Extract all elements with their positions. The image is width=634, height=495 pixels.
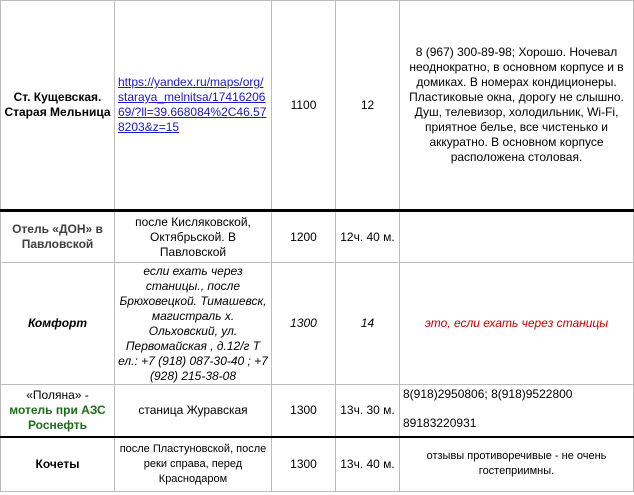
price-value: 1200 <box>290 229 317 244</box>
price-value: 1100 <box>290 97 317 112</box>
price-cell[interactable] <box>272 263 336 385</box>
hotel-name-cell[interactable] <box>1 437 115 492</box>
hotel-name-cell[interactable] <box>1 1 115 211</box>
location-text: после Кисляковской, Октябрьской. В Павловской <box>135 214 251 259</box>
time-cell[interactable] <box>336 263 400 385</box>
time-value: 13ч. 30 м. <box>340 402 395 417</box>
phone-line-1: 8(918)2950806; 8(918)9522800 <box>403 387 573 401</box>
hotel-name-line2: мотель при АЗС Роснефть <box>9 402 106 432</box>
location-text: станица Журавская <box>138 402 248 417</box>
location-cell[interactable] <box>115 211 272 263</box>
hotel-name-cell[interactable] <box>1 385 115 437</box>
price-value: 1300 <box>290 456 317 471</box>
hotel-name: Комфорт <box>27 316 88 330</box>
map-link-cell[interactable] <box>115 1 272 211</box>
note-cell[interactable] <box>400 211 634 263</box>
table-row <box>1 437 634 492</box>
location-cell[interactable] <box>115 437 272 492</box>
location-cell[interactable] <box>115 385 272 437</box>
table-row <box>1 1 634 211</box>
time-cell[interactable] <box>336 211 400 263</box>
time-value: 13ч. 40 м. <box>340 456 395 471</box>
note-cell[interactable] <box>400 437 634 492</box>
price-cell[interactable] <box>272 385 336 437</box>
price-value: 1300 <box>290 316 317 330</box>
location-text: если ехать через станицы., после Брюховецкой. Тимашевск, магистраль х. Ольховский, ул. Первомайская , д.12/г Т ел.: +7 (918) 087-30-40 ; +7 (928) 215-38-08 <box>118 263 268 383</box>
price-cell[interactable] <box>272 211 336 263</box>
time-cell[interactable] <box>336 385 400 437</box>
hotel-name-cell[interactable] <box>1 211 115 263</box>
time-value: 12ч. 40 м. <box>340 229 395 244</box>
hotel-name-line1: «Поляна» - <box>26 387 89 402</box>
hotel-name: Кочеты <box>35 456 80 471</box>
hotel-name-cell[interactable] <box>1 263 115 385</box>
time-value: 12 <box>360 97 375 112</box>
note-cell[interactable] <box>400 263 634 385</box>
table-row <box>1 211 634 263</box>
note-cell[interactable] <box>400 1 634 211</box>
table-row <box>1 385 634 437</box>
time-cell[interactable] <box>336 1 400 211</box>
table-row <box>1 263 634 385</box>
note-text: это, если ехать через станицы <box>424 316 609 330</box>
time-cell[interactable] <box>336 437 400 492</box>
hotel-name: Ст. Кущевская. Старая Мельница <box>4 90 111 119</box>
map-link[interactable]: https://yandex.ru/maps/org/staraya_melnitsa/1741620669/?ll=39.668084%2C46.578203&z=15 <box>118 75 267 134</box>
phone-line-2: 89183220931 <box>403 416 477 430</box>
location-text: после Пластуновской, после реки справа, перед Краснодаром <box>119 442 267 485</box>
note-text: отзывы противоречивые - не очень гостеприимны. <box>426 450 607 478</box>
price-cell[interactable] <box>272 437 336 492</box>
note-text: 8 (967) 300-89-98; Хорошо. Ночевал неоднократно, в основном корпусе и в домиках. В номерах кондиционеры. Пластиковые окна, дорогу не слышно. Душ, телевизор, холодильник, Wi-Fi, приятное белье, все чистенько и аккуратно. В основном корпусе расположена столовая. <box>409 45 624 164</box>
hotel-name: Отель «ДОН» в Павловской <box>12 222 103 251</box>
price-cell[interactable] <box>272 1 336 211</box>
note-cell[interactable] <box>400 385 634 437</box>
price-value: 1300 <box>290 402 317 417</box>
time-value: 14 <box>360 316 375 330</box>
location-cell[interactable] <box>115 263 272 385</box>
